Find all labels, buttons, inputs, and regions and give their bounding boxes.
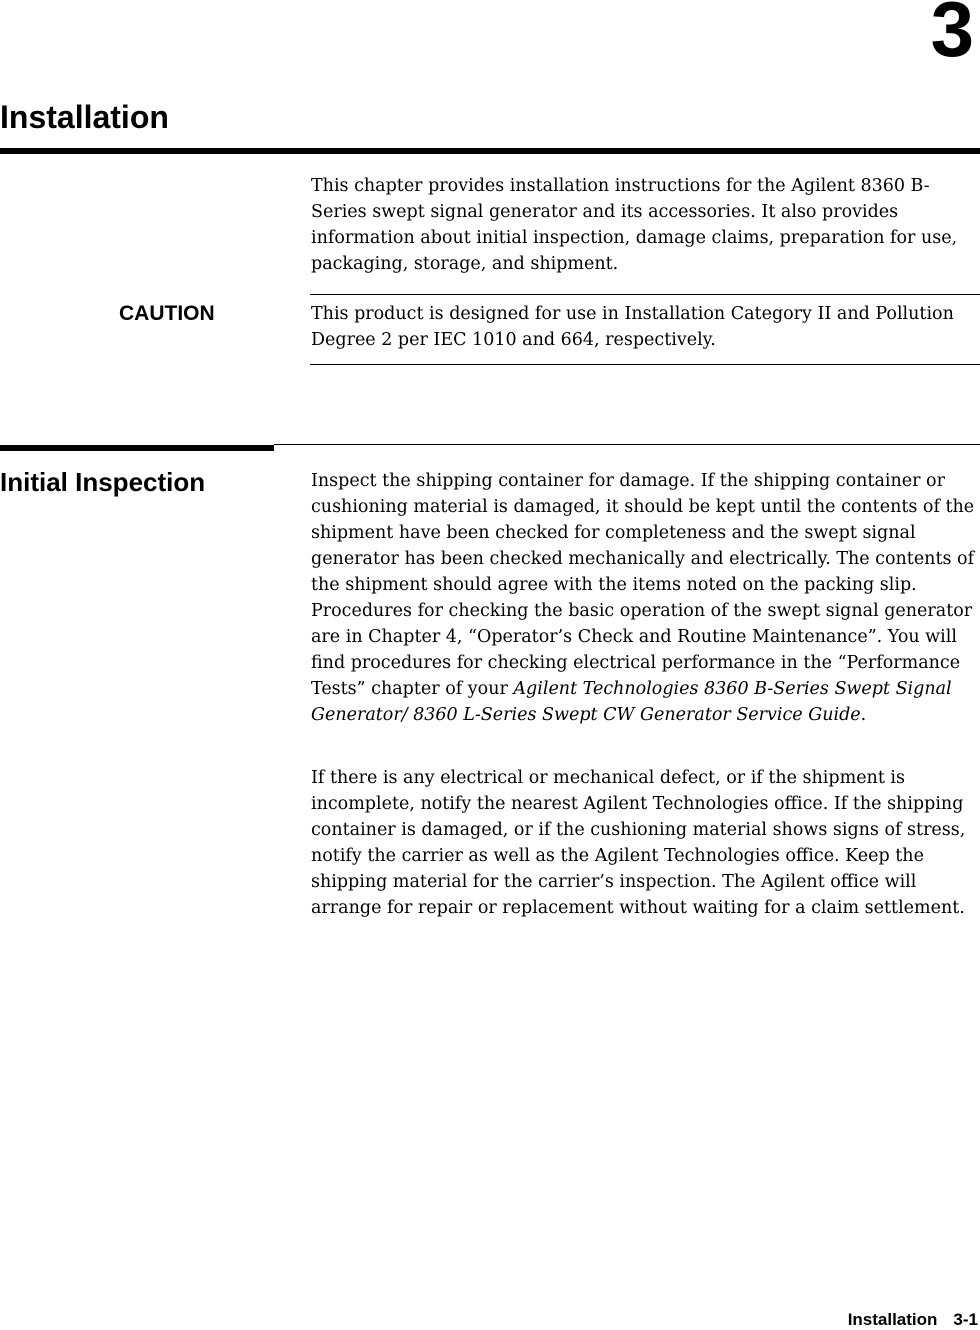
caution-bottom-rule (310, 364, 980, 365)
footer-page-number: 3-1 (953, 1310, 978, 1329)
caution-top-rule (310, 294, 980, 295)
service-guide-title: Agilent Technologies 8360 B-Series Swept Signal Generator/ 8360 L-Series Swept CW Generator Service Guide (311, 679, 952, 725)
section-rule-thick (0, 445, 274, 451)
caution-text: This product is designed for use in Installation Category II and Pollution Degree 2 per IEC 1010 and 664, respectively. (311, 304, 954, 350)
chapter-title: Installation (0, 99, 169, 135)
title-rule (0, 148, 980, 154)
page-footer (848, 1310, 978, 1330)
inspection-paragraph-1-end: . (860, 705, 867, 725)
caution-label: CAUTION (119, 302, 215, 325)
chapter-number: 3 (930, 0, 974, 73)
section-heading-initial-inspection: Initial Inspection (0, 467, 206, 497)
section-rule-thin (274, 444, 980, 445)
footer-section: Installation (847, 1310, 938, 1329)
inspection-paragraph-1 (311, 468, 976, 728)
intro-paragraph: This chapter provides installation instructions for the Agilent 8360 B-Series swept signal generator and its accessories. It also provides information about initial inspection, damage claims, preparation for use, packaging, storage, and shipment. (311, 176, 958, 274)
inspection-paragraph-2: If there is any electrical or mechanical defect, or if the shipment is incomplete, notify the nearest Agilent Technologies office. If the shipping container is damaged, or if the cushioning material shows signs of stress, notify the carrier as well as the Agilent Technologies office. Keep the shipping material for the carrier’s inspection. The Agilent office will arrange for repair or replacement without waiting for a claim settlement. (311, 768, 966, 918)
inspection-paragraph-1-text: Inspect the shipping container for damage. If the shipping container or cushioning material is damaged, it should be kept until the contents of the shipment have been checked for completeness and the swept signal generator has been checked mechanically and electrically. The contents of the shipment should agree with the items noted on the packing slip. Procedures for checking the basic operation of the swept signal generator are in Chapter 4, “Operator’s Check and Routine Maintenance”. You will find procedures for checking electrical performance in the “Performance Tests” chapter of your (311, 471, 975, 699)
